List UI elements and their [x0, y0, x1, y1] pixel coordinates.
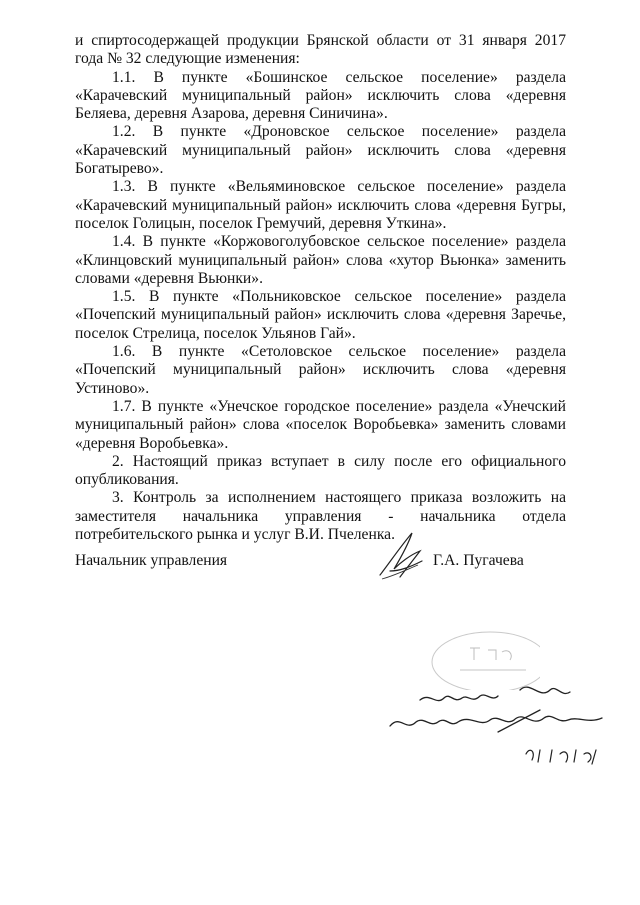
document-body	[75, 32, 566, 544]
signatory-title: Начальник управления	[75, 552, 228, 569]
paragraph-item-2: 2. Настоящий приказ вступает в силу после его официального опубликования.	[75, 452, 566, 489]
paragraph-intro: и спиртосодержащей продукции Брянской области от 31 января 2017 года № 32 следующие изменения:	[75, 32, 566, 68]
paragraph-item-1-7: 1.7. В пункте «Унечское городское поселение» раздела «Унечский муниципальный район» слова «поселок Воробьевка» заменить словами «деревня Воробьевка».	[75, 397, 566, 452]
paragraph-item-1-5: 1.5. В пункте «Польниковское сельское поселение» раздела «Почепский муниципальный район» исключить слова «деревня Заречье, поселок Стрелица, поселок Ульянов Гай».	[75, 288, 566, 342]
paragraph-item-1-2: 1.2. В пункте «Дроновское сельское поселение» раздела «Карачевский муниципальный район» исключить слова «деревня Богатырево».	[75, 123, 566, 178]
paragraph-item-1-1: 1.1. В пункте «Бошинское сельское поселение» раздела «Карачевский муниципальный район» исключить слова «деревня Беляева, деревня Азарова, деревня Синичина».	[75, 68, 566, 123]
handwritten-copy-note	[380, 670, 630, 770]
paragraph-item-3: 3. Контроль за исполнением настоящего приказа возложить на заместителя начальника управления - начальника отдела потребительского рынка и услуг В.И. Пчеленка.	[75, 489, 566, 544]
paragraph-item-1-3: 1.3. В пункте «Вельяминовское сельское поселение» раздела «Карачевский муниципальный район» исключить слова «деревня Бугры, поселок Голицын, поселок Гремучий, деревня Уткина».	[75, 178, 566, 232]
signatory-name: Г.А. Пугачева	[433, 552, 524, 569]
signature-mark	[370, 525, 440, 585]
paragraph-item-1-6: 1.6. В пункте «Сетоловское сельское поселение» раздела «Почепский муниципальный район» исключить слова «деревня Устиново».	[75, 343, 566, 397]
paragraph-item-1-4: 1.4. В пункте «Коржовоголубовское сельское поселение» раздела «Клинцовский муниципальный район» слова «хутор Вьюнка» заменить словами «деревня Вьюнки».	[75, 233, 566, 287]
